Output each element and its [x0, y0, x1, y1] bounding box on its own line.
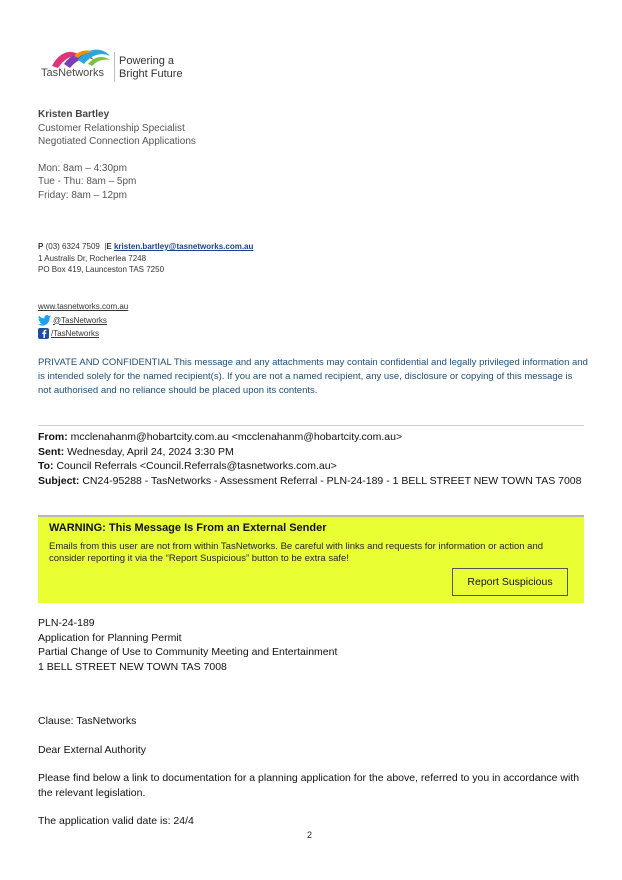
facebook-link[interactable]: /TasNetworks: [51, 329, 100, 338]
application-type: Application for Planning Permit: [38, 631, 182, 644]
greeting-line: Dear External Authority: [38, 743, 146, 756]
subject-value: CN24-95288 - TasNetworks - Assessment Referral - PLN-24-189 - 1 BELL STREET NEW TOWN TAS 7008: [82, 474, 582, 487]
social-links: [38, 301, 128, 340]
body-paragraph: Please find below a link to documentation for a planning application for the above, referred to you in accordance with the relevant legislation.: [38, 772, 580, 799]
contact-details: [38, 241, 253, 276]
phone-label: P: [38, 242, 44, 251]
external-sender-warning: [38, 515, 584, 603]
signature-department: Negotiated Connection Applications: [38, 136, 196, 147]
tagline-line-2: Bright Future: [119, 68, 183, 80]
to-value: Council Referrals <Council.Referrals@tasnetworks.com.au>: [56, 460, 337, 472]
signature-email-link[interactable]: kristen.bartley@tasnetworks.com.au: [113, 242, 254, 251]
sent-value: Wednesday, April 24, 2024 3:30 PM: [67, 445, 234, 458]
confidential-text: This message and any attachments may contain confidential and legally privileged information and is intended solely for the named recipient(s). If you are not a named recipient, any use, disclosure or copying of this message is not authorised and no reliance should be placed upon its contents.: [38, 357, 588, 396]
signature-title: Customer Relationship Specialist: [38, 122, 185, 134]
application-address: 1 BELL STREET NEW TOWN TAS 7008: [38, 660, 227, 673]
signature-hours-fri: Friday: 8am – 12pm: [38, 189, 127, 201]
signature-hours-mon: Mon: 8am – 4:30pm: [38, 162, 127, 174]
page-number: 2: [307, 830, 313, 840]
sent-row: Sent: Wednesday, April 24, 2024 3:30 PM: [38, 445, 234, 458]
report-suspicious-button[interactable]: Report Suspicious: [452, 568, 568, 596]
twitter-icon: [38, 315, 51, 326]
email-label: E: [106, 242, 112, 251]
warning-title: WARNING: This Message Is From an External Sender: [49, 522, 327, 534]
phone-number: (03) 6324 7509: [45, 242, 100, 251]
from-value: mcclenahanm@hobartcity.com.au <mcclenahanm@hobartcity.com.au>: [70, 431, 403, 443]
email-header: [38, 430, 598, 488]
tasnetworks-logo: [38, 46, 113, 82]
address-line-1: 1 Australis Dr, Rocherlea 7248: [38, 253, 147, 263]
subject-row: Subject: CN24-95288 - TasNetworks - Assessment Referral - PLN-24-189 - 1 BELL STREET NEW TOWN TAS 7008: [38, 474, 582, 487]
logo-divider: [114, 52, 115, 82]
address-line-2: PO Box 419, Launceston TAS 7250: [38, 265, 165, 274]
facebook-icon: [38, 328, 49, 339]
clause-line: Clause: TasNetworks: [38, 715, 137, 727]
from-row: From: mcclenahanm@hobartcity.com.au <mcclenahanm@hobartcity.com.au>: [38, 431, 403, 443]
application-details: [38, 616, 337, 674]
signature-name: Kristen Bartley: [38, 109, 110, 120]
application-description: Partial Change of Use to Community Meeting and Entertainment: [38, 646, 338, 658]
email-body: [38, 714, 588, 829]
application-ref: PLN-24-189: [38, 617, 95, 629]
signature-hours-tue-thu: Tue - Thu: 8am – 5pm: [38, 176, 137, 187]
warning-text: Emails from this user are not from within TasNetworks. Be careful with links and requests for information or action and consider reporting it via the “Report Suspicious” button to be extra safe!: [49, 541, 544, 564]
website-link[interactable]: www.tasnetworks.com.au: [38, 302, 129, 311]
logo-tagline: [119, 55, 183, 81]
to-row: To: Council Referrals <Council.Referrals@tasnetworks.com.au>: [38, 460, 337, 472]
twitter-link[interactable]: @TasNetworks: [53, 315, 107, 325]
valid-date-line: The application valid date is: 24/4: [38, 815, 194, 827]
confidential-lead: PRIVATE AND CONFIDENTIAL: [38, 357, 172, 368]
tagline-line-1: Powering a: [119, 55, 175, 67]
contact-line: P (03) 6324 7509 |E kristen.bartley@tasnetworks.com.au: [38, 242, 254, 251]
logo-wordmark: TasNetworks: [41, 67, 104, 79]
signature-block: [38, 108, 196, 202]
confidential-notice: [38, 356, 588, 398]
header-divider: [38, 425, 584, 426]
